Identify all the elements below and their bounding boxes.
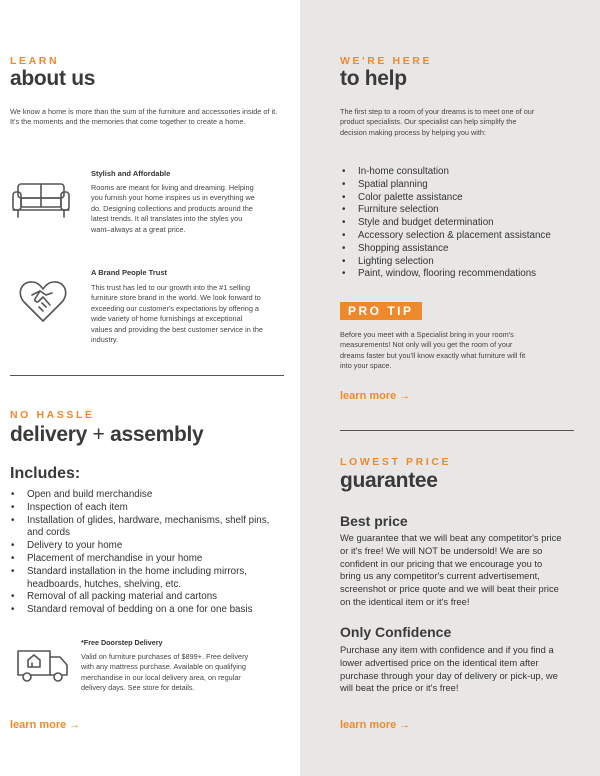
help-title: to help [340,67,407,90]
delivery-title [10,423,203,447]
feature-body-trust: This trust has led to our growth into the #1 selling furniture store brand in the world. We look forward to exceeding our customer's expectations by offering a wide variety of home furnishings at exceptional values and providing the best customer service in the industry. [91,283,263,345]
best-price-body: We guarantee that we will beat any competitor's price or it's free! We will NOT be undersold! We are so confident in our pricing that we encourage you to bring us any competitor's current advertisement, screenshot or price quote and we will beat their price on the identical item or it's free! [340,532,562,607]
pro-tip-badge: PRO TIP [340,302,422,320]
feature-title-trust: A Brand People Trust [91,268,167,277]
learn-more-label: learn more [340,390,397,402]
delivery-title-plus: + [92,423,105,446]
heart-handshake-icon [18,279,68,325]
about-intro: We know a home is more than the sum of the furniture and accessories inside of it. It's the moments and the memories that come together to create a home. [10,107,278,127]
delivery-title-part1: delivery [10,423,87,446]
list-item: • Open and build merchandise [9,489,271,502]
sofa-icon [10,180,72,222]
delivery-title-part2: assembly [110,423,204,446]
arrow-right-icon: → [69,719,81,731]
help-intro: The first step to a room of your dreams is to meet one of our product specialists. Our specialist can help simplify the decision making process by helping you with: [340,107,535,137]
price-learn-more-link[interactable] [340,719,410,731]
list-item: • Color palette assistance [340,192,590,205]
list-item: • Standard installation in the home including mirrors, headboards, hutches, shelving, etc. [9,566,271,592]
help-learn-more-link[interactable] [340,390,410,402]
help-eyebrow: WE'RE HERE [340,55,433,67]
list-item: • Shopping assistance [340,243,590,256]
best-price-heading: Best price [340,513,408,529]
delivery-truck-icon [16,645,70,685]
list-item: • Lighting selection [340,256,590,269]
delivery-learn-more-link[interactable] [10,719,80,731]
feature-body-stylish: Rooms are meant for living and dreaming. Helping you furnish your home inspires us in everything we do. Designing collections and products around the latest trends. It all translates into the styles you want–always at a great price. [91,183,255,234]
divider-left [10,375,284,376]
feature-title-stylish: Stylish and Affordable [91,169,171,178]
about-eyebrow: LEARN [10,55,60,67]
list-item: • Spatial planning [340,179,590,192]
list-item: • Placement of merchandise in your home [9,553,271,566]
free-delivery-title: *Free Doorstep Delivery [81,638,163,647]
delivery-includes-list [9,489,271,617]
price-title: guarantee [340,469,438,492]
confidence-heading: Only Confidence [340,624,452,640]
help-services-list [340,166,590,281]
learn-more-label: learn more [340,719,397,731]
price-eyebrow: LOWEST PRICE [340,456,452,468]
pro-tip-text: Before you meet with a Specialist bring in your room's measurements! Not only will you get the room of your dreams faster but you'll know exactly what furniture will fit into your space. [340,330,526,371]
list-item: • Style and budget determination [340,217,590,230]
arrow-right-icon: → [399,719,411,731]
free-delivery-body: Valid on furniture purchases of $899+. Free delivery with any mattress purchase. Available on qualifying merchandise in our local delivery area, on regular delivery days. See store for details. [81,652,249,693]
list-item: • Accessory selection & placement assistance [340,230,590,243]
learn-more-label: learn more [10,719,67,731]
list-item: • Inspection of each item [9,502,271,515]
arrow-right-icon: → [399,390,411,402]
delivery-eyebrow: NO HASSLE [10,409,95,421]
list-item: • Standard removal of bedding on a one for one basis [9,604,271,617]
list-item: • Removal of all packing material and cartons [9,591,271,604]
confidence-body: Purchase any item with confidence and if you find a lower advertised price on the identical item after purchase through your day of delivery or pick-up, we will beat the price or it's free! [340,644,558,694]
about-title: about us [10,67,96,90]
list-item: • Paint, window, flooring recommendations [340,268,590,281]
list-item: • Furniture selection [340,204,590,217]
list-item: • Installation of glides, hardware, mechanisms, shelf pins, and cords [9,515,271,541]
includes-heading: Includes: [10,465,81,482]
list-item: • In-home consultation [340,166,590,179]
divider-right [340,430,574,431]
list-item: • Delivery to your home [9,540,271,553]
